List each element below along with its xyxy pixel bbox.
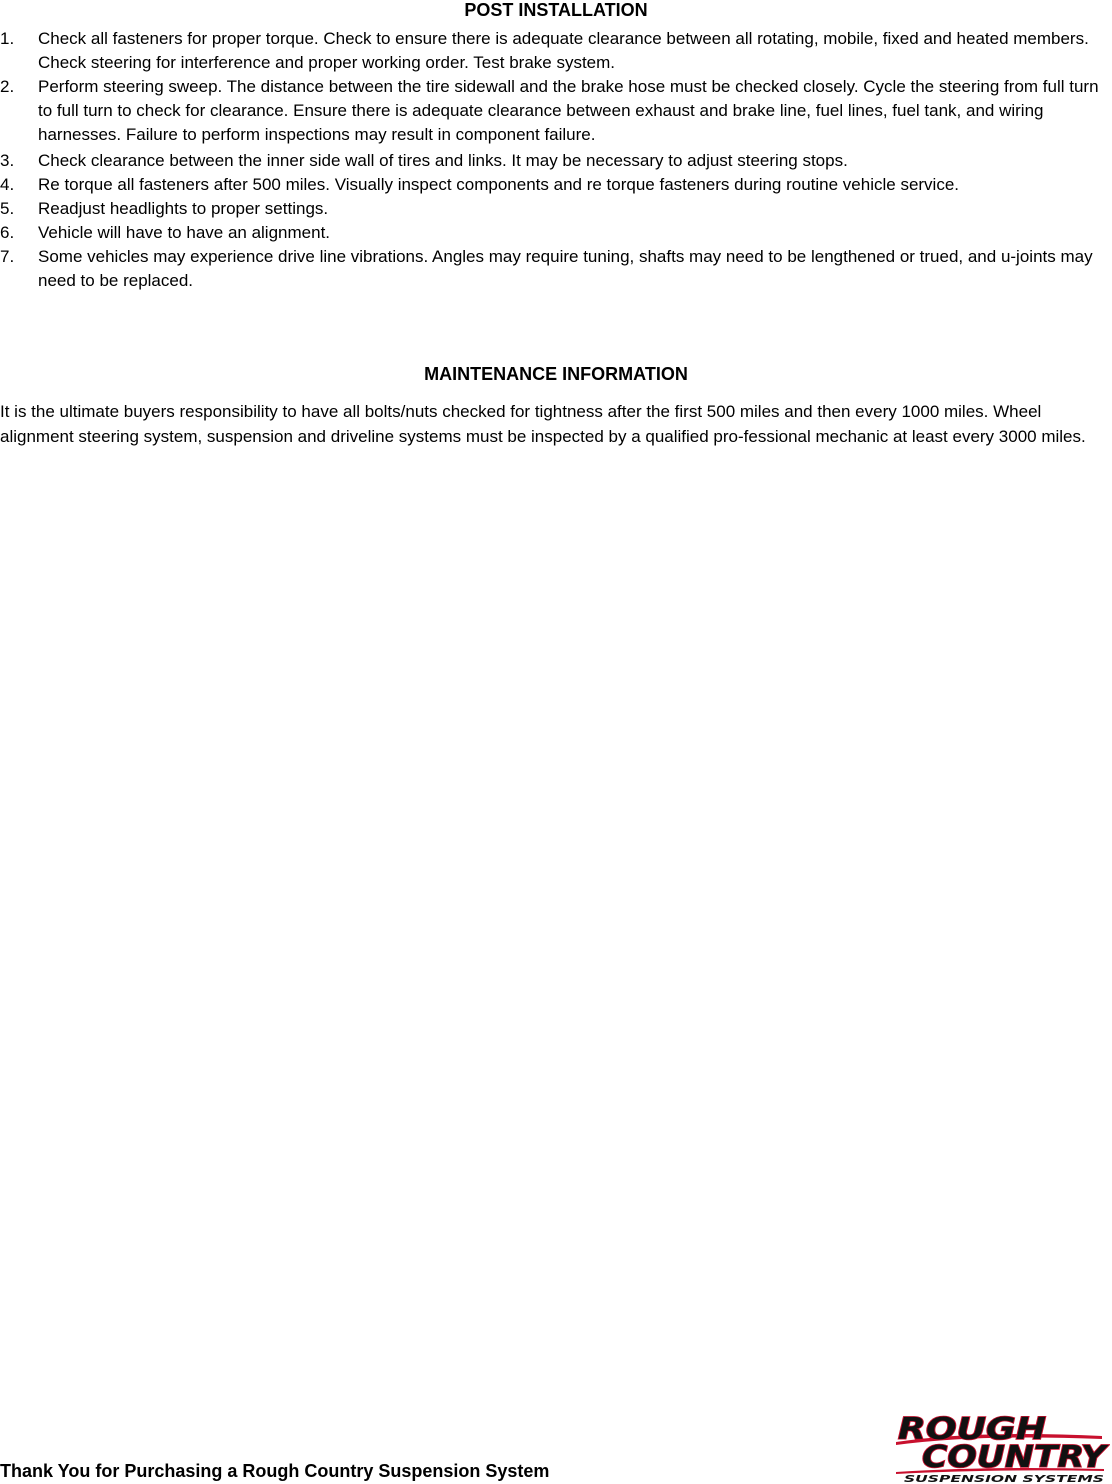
post-installation-steps <box>0 27 1108 293</box>
step-number: 4. <box>0 175 15 194</box>
logo-word-country: COUNTRY <box>922 1440 1110 1475</box>
step-number: 1. <box>0 29 15 48</box>
step-text: Readjust headlights to proper settings. <box>38 199 329 218</box>
list-item <box>0 75 1108 147</box>
list-item <box>0 197 1108 221</box>
step-text: Re torque all fasteners after 500 miles. Visually inspect components and re torque fasteners during routine vehicle service. <box>38 175 960 194</box>
step-text: Check all fasteners for proper torque. Check to ensure there is adequate clearance between all rotating, mobile, fixed and heated members. Check steering for interference and proper working order. Test brake system. <box>38 29 1089 72</box>
list-item <box>0 245 1108 293</box>
list-item <box>0 221 1108 245</box>
step-number: 3. <box>0 151 15 170</box>
rough-country-logo <box>888 1412 1110 1484</box>
step-text: Perform steering sweep. The distance between the tire sidewall and the brake hose must be checked closely. Cycle the steering from full turn to full turn to check for clearance. Ensure there is adequate clearance between exhaust and brake line, fuel lines, fuel tank, and wiring harnesses. Failure to perform inspections may result in component failure. <box>38 77 1099 144</box>
step-text: Some vehicles may experience drive line vibrations. Angles may require tuning, shafts may need to be lengthened or trued, and u-joints may need to be replaced. <box>38 247 1093 290</box>
logo-tagline: SUSPENSION SYSTEMS <box>904 1474 1104 1484</box>
list-item <box>0 149 1108 173</box>
post-installation-heading: POST INSTALLATION <box>464 0 648 20</box>
logo-word-rough: ROUGH <box>898 1412 1046 1447</box>
maintenance-paragraph: It is the ultimate buyers responsibility to have all bolts/nuts checked for tightness after the first 500 miles and then every 1000 miles. Wheel alignment steering system, suspension and driveline systems must be inspected by a qualified pro-fessional mechanic at least every 3000 miles. <box>0 402 1086 446</box>
step-text: Vehicle will have to have an alignment. <box>38 223 331 242</box>
step-text: Check clearance between the inner side wall of tires and links. It may be necessary to adjust steering stops. <box>38 151 848 170</box>
step-number: 6. <box>0 223 15 242</box>
footer-thank-you: Thank You for Purchasing a Rough Country Suspension System <box>0 1461 550 1481</box>
maintenance-heading: MAINTENANCE INFORMATION <box>424 364 688 384</box>
step-number: 7. <box>0 247 15 266</box>
list-item <box>0 27 1108 75</box>
step-number: 2. <box>0 77 15 96</box>
list-item <box>0 173 1108 197</box>
step-number: 5. <box>0 199 15 218</box>
